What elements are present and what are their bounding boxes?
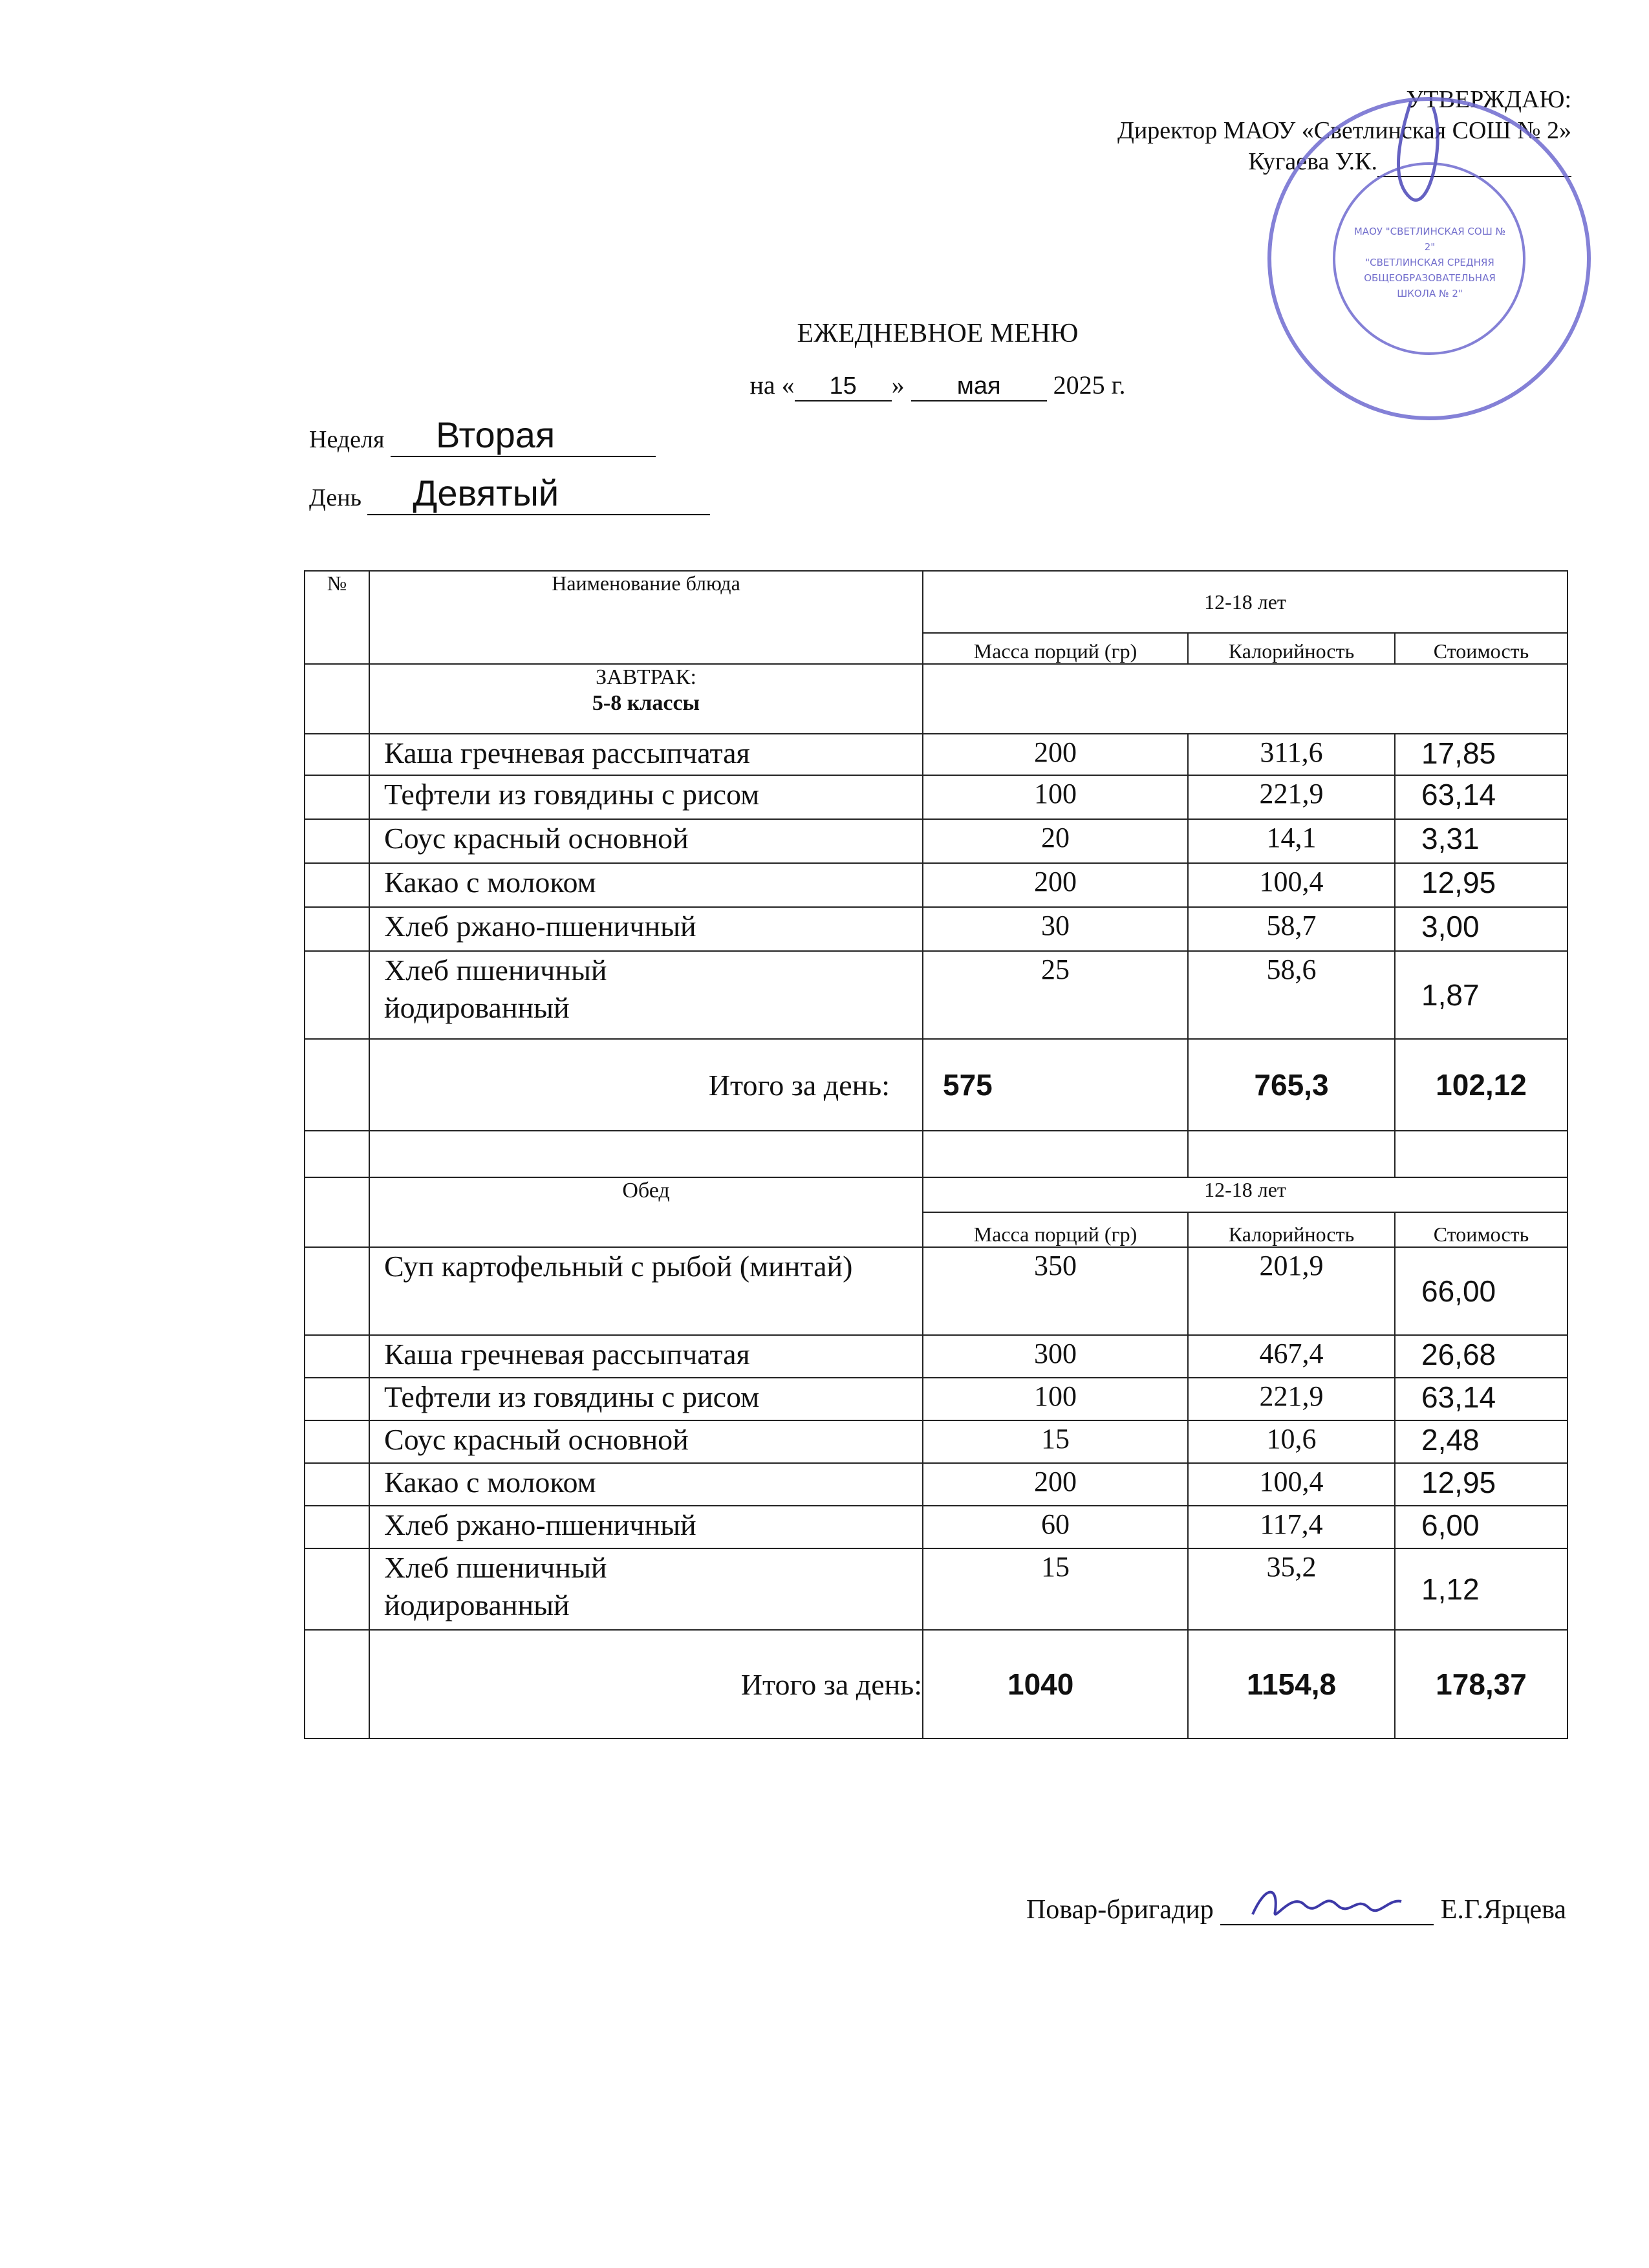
- dish-mass: 200: [923, 1463, 1188, 1506]
- table-row: [305, 907, 1568, 951]
- table-row: [305, 1378, 1568, 1420]
- dish-name: Хлеб ржано-пшеничный: [369, 907, 923, 951]
- week-value: Вторая: [391, 414, 656, 457]
- stamp-line: МАОУ "СВЕТЛИНСКАЯ СОШ № 2": [1353, 226, 1506, 253]
- lunch-total-row: [305, 1630, 1568, 1738]
- table-row: [305, 1506, 1568, 1548]
- total-cost: 102,12: [1395, 1039, 1568, 1131]
- total-cost: 178,37: [1395, 1630, 1568, 1738]
- lunch-section-row: [305, 1177, 1568, 1212]
- dish-calories: 58,6: [1188, 951, 1395, 1039]
- lunch-section-title: Обед: [369, 1177, 923, 1247]
- dish-name: Какао с молоком: [369, 863, 923, 907]
- dish-mass: 15: [923, 1548, 1188, 1630]
- dish-mass: 200: [923, 863, 1188, 907]
- lunch-header-mass: Масса порций (гр): [923, 1212, 1188, 1247]
- col-header-cost: Стоимость: [1395, 633, 1568, 664]
- dish-calories: 201,9: [1188, 1247, 1395, 1335]
- total-calories: 1154,8: [1188, 1630, 1395, 1738]
- table-row: [305, 1463, 1568, 1506]
- dish-cost: 1,12: [1395, 1548, 1568, 1630]
- dish-mass: 200: [923, 734, 1188, 775]
- table-row: [305, 775, 1568, 819]
- dish-calories: 100,4: [1188, 1463, 1395, 1506]
- dish-name: Суп картофельный с рыбой (минтай): [369, 1247, 923, 1335]
- dish-calories: 14,1: [1188, 819, 1395, 863]
- breakfast-section-title: [369, 664, 923, 734]
- dish-calories: 100,4: [1188, 863, 1395, 907]
- dish-cost: 6,00: [1395, 1506, 1568, 1548]
- dish-mass: 350: [923, 1247, 1188, 1335]
- total-label: Итого за день:: [369, 1630, 923, 1738]
- dish-mass: 100: [923, 1378, 1188, 1420]
- week-label: Неделя: [309, 426, 385, 453]
- breakfast-section-row: [305, 664, 1568, 734]
- table-row: [305, 951, 1568, 1039]
- total-mass: 575: [923, 1039, 1188, 1131]
- dish-calories: 467,4: [1188, 1335, 1395, 1378]
- date-month: мая: [911, 372, 1047, 401]
- dish-cost: 1,87: [1395, 951, 1568, 1039]
- lunch-header-age: 12-18 лет: [923, 1177, 1568, 1212]
- dish-mass: 25: [923, 951, 1188, 1039]
- table-row: [305, 819, 1568, 863]
- dish-calories: 35,2: [1188, 1548, 1395, 1630]
- dish-calories: 221,9: [1188, 775, 1395, 819]
- dish-calories: 58,7: [1188, 907, 1395, 951]
- dish-name: Каша гречневая рассыпчатая: [369, 1335, 923, 1378]
- menu-table: [304, 570, 1568, 1739]
- col-header-name: Наименование блюда: [369, 571, 923, 664]
- dish-mass: 20: [923, 819, 1188, 863]
- dish-calories: 311,6: [1188, 734, 1395, 775]
- table-row: [305, 734, 1568, 775]
- day-value: Девятый: [367, 472, 710, 515]
- total-calories: 765,3: [1188, 1039, 1395, 1131]
- table-row: [305, 1548, 1568, 1630]
- dish-name: Хлеб пшеничный йодированный: [369, 1548, 923, 1630]
- dish-cost: 66,00: [1395, 1247, 1568, 1335]
- footer-name: Е.Г.Ярцева: [1440, 1895, 1566, 1925]
- col-header-mass: Масса порций (гр): [923, 633, 1188, 664]
- dish-cost: 3,00: [1395, 907, 1568, 951]
- breakfast-total-row: [305, 1039, 1568, 1131]
- table-row: [305, 863, 1568, 907]
- lunch-header-cost: Стоимость: [1395, 1212, 1568, 1247]
- day-label: День: [309, 484, 361, 511]
- dish-mass: 30: [923, 907, 1188, 951]
- dish-name: Хлеб ржано-пшеничный: [369, 1506, 923, 1548]
- dish-cost: 63,14: [1395, 1378, 1568, 1420]
- dish-cost: 12,95: [1395, 1463, 1568, 1506]
- dish-calories: 117,4: [1188, 1506, 1395, 1548]
- dish-mass: 100: [923, 775, 1188, 819]
- approval-director: Директор МАОУ «Светлинская СОШ № 2»: [1117, 117, 1571, 144]
- footer-signature: [1026, 1894, 1566, 1925]
- dish-cost: 2,48: [1395, 1420, 1568, 1463]
- dish-cost: 3,31: [1395, 819, 1568, 863]
- col-header-calories: Калорийность: [1188, 633, 1395, 664]
- menu-date: [0, 370, 1649, 401]
- table-row: [305, 1420, 1568, 1463]
- lunch-header-calories: Калорийность: [1188, 1212, 1395, 1247]
- dish-cost: 26,68: [1395, 1335, 1568, 1378]
- dish-cost: 17,85: [1395, 734, 1568, 775]
- dish-mass: 15: [923, 1420, 1188, 1463]
- dish-name: Тефтели из говядины с рисом: [369, 1378, 923, 1420]
- dish-mass: 60: [923, 1506, 1188, 1548]
- stamp-line: ШКОЛА № 2": [1397, 288, 1463, 299]
- dish-name: Соус красный основной: [369, 819, 923, 863]
- day-field: [309, 472, 710, 515]
- dish-name: Тефтели из говядины с рисом: [369, 775, 923, 819]
- approval-signer-name: Кугаева У.К.: [1248, 148, 1377, 175]
- dish-calories: 221,9: [1188, 1378, 1395, 1420]
- col-header-age: 12-18 лет: [923, 571, 1568, 633]
- stamp-line: ОБЩЕОБРАЗОВАТЕЛЬНАЯ: [1364, 272, 1496, 284]
- dish-calories: 10,6: [1188, 1420, 1395, 1463]
- date-mid: »: [891, 370, 905, 400]
- dish-mass: 300: [923, 1335, 1188, 1378]
- date-day: 15: [795, 372, 892, 401]
- stamp-line: "СВЕТЛИНСКАЯ СРЕДНЯЯ: [1365, 257, 1494, 268]
- spacer-row: [305, 1131, 1568, 1177]
- date-prefix: на «: [749, 370, 795, 400]
- total-mass: 1040: [923, 1630, 1188, 1738]
- table-row: [305, 1335, 1568, 1378]
- table-row: [305, 1247, 1568, 1335]
- col-header-number: №: [305, 571, 369, 664]
- dish-cost: 12,95: [1395, 863, 1568, 907]
- dish-name: Хлеб пшеничный йодированный: [369, 951, 923, 1039]
- chef-signature-line: [1220, 1898, 1434, 1925]
- week-field: [309, 414, 656, 457]
- date-suffix: 2025 г.: [1053, 370, 1126, 400]
- dish-name: Какао с молоком: [369, 1463, 923, 1506]
- dish-name: Каша гречневая рассыпчатая: [369, 734, 923, 775]
- approval-title: УТВЕРЖДАЮ:: [1406, 86, 1571, 113]
- page-title: ЕЖЕДНЕВНОЕ МЕНЮ: [797, 319, 1079, 348]
- chef-signature: [1246, 1879, 1414, 1931]
- footer-role: Повар-бригадир: [1026, 1895, 1214, 1925]
- dish-name: Соус красный основной: [369, 1420, 923, 1463]
- dish-cost: 63,14: [1395, 775, 1568, 819]
- breakfast-subtitle: 5-8 классы: [592, 691, 700, 715]
- breakfast-title: ЗАВТРАК:: [596, 665, 696, 689]
- total-label: Итого за день:: [369, 1039, 923, 1131]
